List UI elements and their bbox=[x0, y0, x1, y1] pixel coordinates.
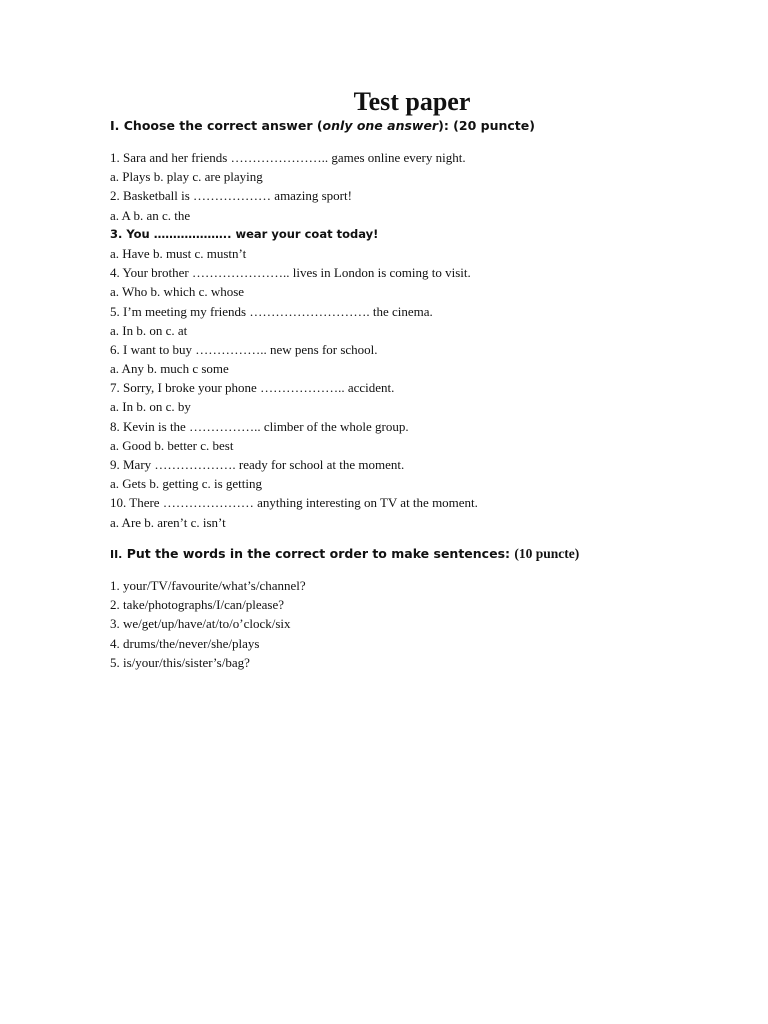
answer-options-line: a. Any b. much c some bbox=[110, 361, 229, 377]
question-line: 9. Mary ………………. ready for school at the moment. bbox=[110, 457, 405, 472]
answer-options-line: a. Who b. which c. whose bbox=[110, 284, 245, 300]
answer-options-line: a. In b. on c. by bbox=[110, 399, 191, 415]
answer-options-line: a. Are b. aren’t c. isn’t bbox=[110, 514, 226, 530]
question-line: 6. I want to buy …………….. new pens for school. bbox=[110, 341, 378, 357]
section-1-heading-suffix: ): (20 puncte) bbox=[438, 118, 535, 133]
section-2-sentence-list bbox=[110, 576, 306, 672]
answer-options-line: a. Good b. better c. best bbox=[110, 437, 234, 453]
section-1-question-list bbox=[110, 148, 478, 532]
answer-options-line: a. Gets b. getting c. is getting bbox=[110, 476, 263, 492]
question-line: 5. I’m meeting my friends ………………………. the cinema. bbox=[110, 303, 433, 319]
question-line: 4. Your brother ………………….. lives in London is coming to visit. bbox=[110, 265, 471, 281]
section-2-heading-main: Put the words in the correct order to make sentences: bbox=[122, 546, 515, 561]
question-line: 2. Basketball is ……………… amazing sport! bbox=[110, 188, 352, 204]
section-1-heading-prefix: I. Choose the correct answer ( bbox=[110, 118, 323, 133]
question-line: 8. Kevin is the …………….. climber of the whole group. bbox=[110, 418, 409, 434]
question-line: 3. You ……………….. wear your coat today! bbox=[110, 226, 379, 241]
question-line: 10. There ………………… anything interesting on TV at the moment. bbox=[110, 495, 478, 511]
word-order-line: 1. your/TV/favourite/what’s/channel? bbox=[110, 578, 306, 593]
word-order-line: 5. is/your/this/sister’s/bag? bbox=[110, 654, 250, 670]
section-2-heading-prefix: II. bbox=[110, 548, 123, 561]
section-2-heading-suffix: (10 puncte) bbox=[514, 546, 580, 561]
word-order-line: 4. drums/the/never/she/plays bbox=[110, 635, 260, 651]
answer-options-line: a. Plays b. play c. are playing bbox=[110, 169, 263, 185]
question-line: 1. Sara and her friends ………………….. games online every night. bbox=[110, 150, 466, 165]
answer-options-line: a. In b. on c. at bbox=[110, 322, 188, 338]
section-1-heading-emphasis: only one answer bbox=[322, 118, 439, 133]
word-order-line: 2. take/photographs/I/can/please? bbox=[110, 597, 284, 613]
answer-options-line: a. A b. an c. the bbox=[110, 207, 191, 223]
question-line: 7. Sorry, I broke your phone ……………….. accident. bbox=[110, 380, 395, 396]
answer-options-line: a. Have b. must c. mustn’t bbox=[110, 245, 247, 261]
section-1-heading bbox=[110, 117, 535, 135]
word-order-line: 3. we/get/up/have/at/to/o’clock/six bbox=[110, 616, 291, 632]
page-title: Test paper bbox=[353, 87, 471, 116]
section-2-heading bbox=[110, 545, 579, 564]
